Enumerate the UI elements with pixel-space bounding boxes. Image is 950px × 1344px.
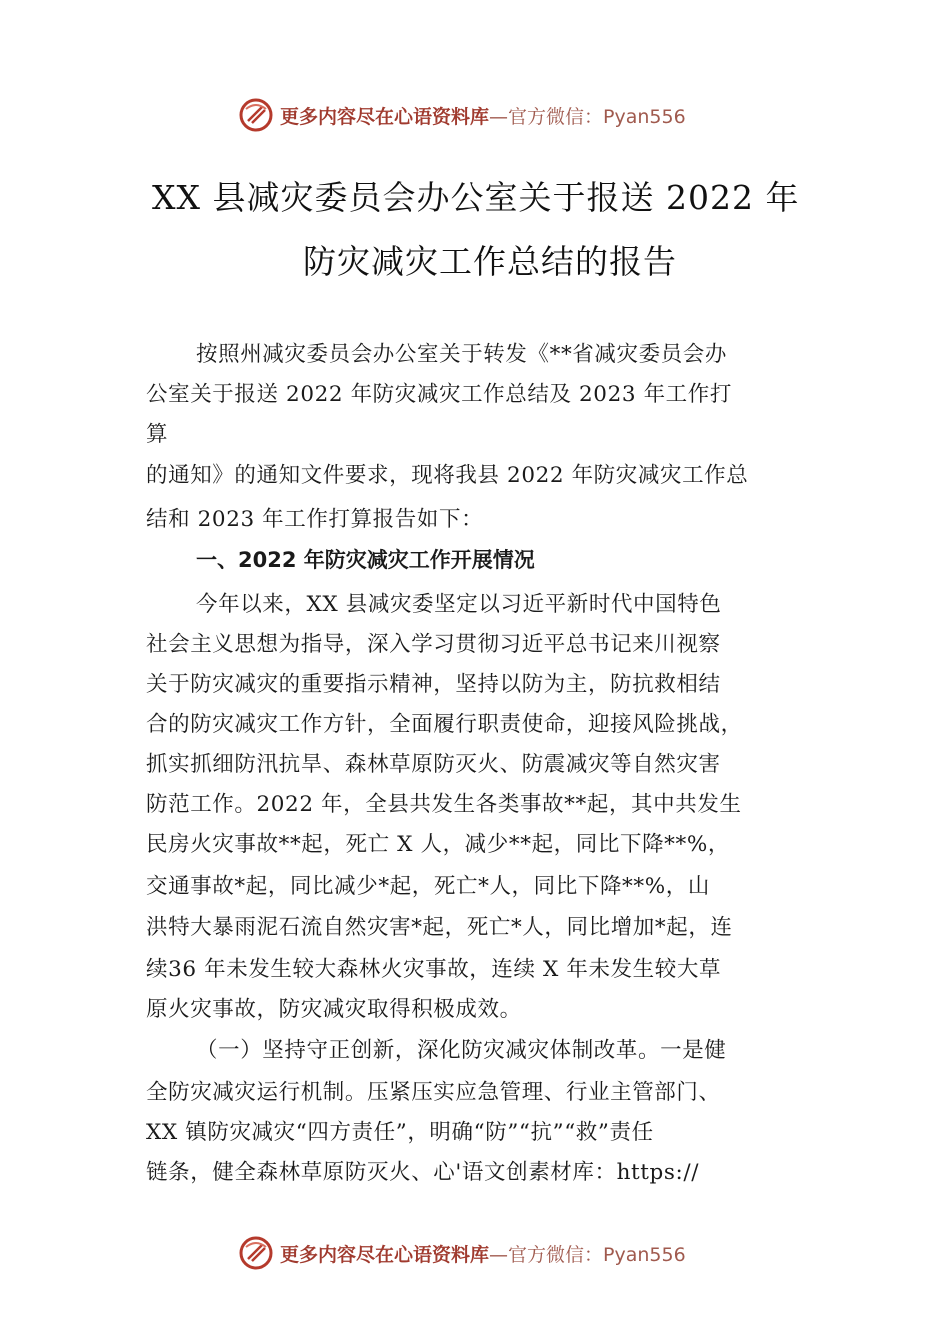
watermark-banner-top [238, 95, 686, 135]
body-line: 续36 年未发生较大森林火灾事故，连续 X 年未发生较大草 [146, 957, 722, 982]
body-line: 公室关于报送 2022 年防灾减灾工作总结及 2023 年工作打 [146, 382, 732, 407]
body-line: 算 [146, 422, 169, 447]
body-line: 结和 2023 年工作打算报告如下： [146, 507, 484, 532]
banner-wechat-label: 官方微信： [508, 105, 604, 128]
body-line: （一）坚持守正创新，深化防灾减灾体制改革。一是健 [196, 1038, 727, 1063]
brand-logo-icon [238, 1235, 274, 1271]
body-line: 民房火灾事故**起，死亡 X 人，减少**起，同比下降**%， [146, 832, 731, 857]
body-line: XX 镇防灾减灾“四方责任”，明确“防”“抗”“救”责任 [146, 1120, 654, 1145]
banner-separator: — [489, 1243, 509, 1266]
watermark-banner-bottom [238, 1233, 686, 1273]
banner-text [280, 102, 686, 129]
body-line: 原火灾事故，防灾减灾取得积极成效。 [146, 997, 522, 1022]
body-line: 社会主义思想为指导，深入学习贯彻习近平总书记来川视察 [146, 632, 721, 657]
body-line: 抓实抓细防汛抗旱、森林草原防灭火、防震减灾等自然灾害 [146, 752, 721, 777]
banner-wechat-label: 官方微信： [508, 1243, 604, 1266]
body-line: 的通知》的通知文件要求，现将我县 2022 年防灾减灾工作总 [146, 463, 749, 488]
banner-separator: — [489, 105, 509, 128]
document-title-line-1: XX 县减灾委员会办公室关于报送 2022 年 [152, 178, 800, 217]
body-line: 全防灾减灾运行机制。压紧压实应急管理、行业主管部门、 [146, 1080, 721, 1105]
banner-text [280, 1240, 686, 1267]
body-line: 交通事故*起，同比减少*起，死亡*人，同比下降**%，山 [146, 874, 710, 899]
section-heading: 一、2022 年防灾减灾工作开展情况 [196, 548, 535, 572]
body-line: 链条，健全森林草原防灭火、心'语文创素材库：https:// [146, 1160, 700, 1185]
body-line: 防范工作。2022 年，全县共发生各类事故**起，其中共发生 [146, 792, 742, 817]
body-line: 合的防灾减灾工作方针，全面履行职责使命，迎接风险挑战， [146, 712, 743, 737]
banner-brand: 更多内容尽在心语资料库 [280, 1243, 490, 1266]
body-line: 关于防灾减灾的重要指示精神，坚持以防为主，防抗救相结 [146, 672, 721, 697]
document-title-line-2: 防灾减灾工作总结的报告 [303, 242, 677, 281]
banner-brand: 更多内容尽在心语资料库 [280, 105, 490, 128]
brand-logo-icon [238, 97, 274, 133]
banner-wechat-id: Pyan556 [603, 105, 686, 128]
body-line: 洪特大暴雨泥石流自然灾害*起，死亡*人，同比增加*起，连 [146, 915, 733, 940]
banner-wechat-id: Pyan556 [603, 1243, 686, 1266]
body-line: 今年以来，XX 县减灾委坚定以习近平新时代中国特色 [196, 592, 722, 617]
body-line: 按照州减灾委员会办公室关于转发《**省减灾委员会办 [196, 342, 728, 367]
